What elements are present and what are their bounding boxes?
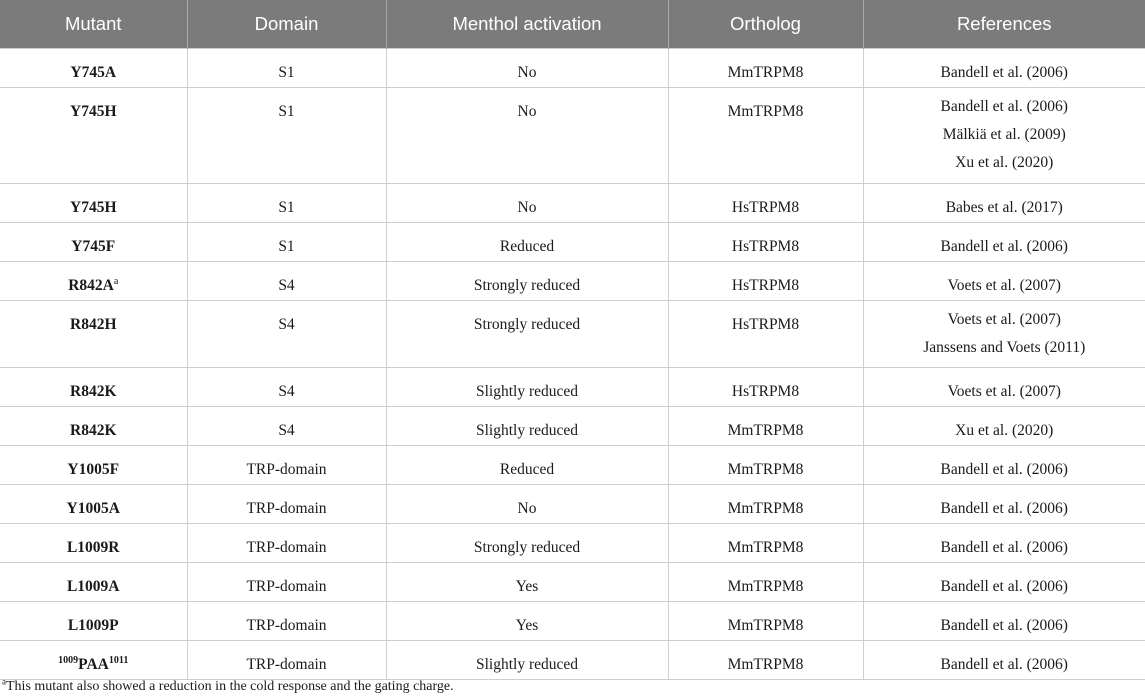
- cell-domain-text: TRP-domain: [246, 578, 327, 595]
- mutant-name: L1009R: [66, 539, 120, 556]
- cell-mutant: [0, 301, 187, 368]
- cell-menthol-activation-text: Yes: [515, 617, 539, 634]
- cell-domain: [187, 641, 386, 680]
- cell-menthol-activation: [386, 223, 668, 262]
- reference-entry: Bandell et al. (2006): [940, 461, 1068, 478]
- cell-references: [863, 88, 1145, 184]
- cell-ortholog-text: MmTRPM8: [727, 500, 804, 517]
- reference-entry: Bandell et al. (2006): [940, 539, 1068, 556]
- cell-ortholog-text: MmTRPM8: [727, 656, 804, 673]
- mutant-name: Y745H: [70, 199, 117, 216]
- cell-ortholog-text: MmTRPM8: [727, 461, 804, 478]
- cell-references: [863, 602, 1145, 641]
- cell-ortholog: [668, 602, 863, 641]
- table-body: [0, 49, 1145, 680]
- cell-menthol-activation-text: No: [517, 500, 537, 517]
- cell-menthol-activation: [386, 563, 668, 602]
- cell-mutant: [0, 524, 187, 563]
- cell-ortholog: [668, 641, 863, 680]
- reference-entry: Voets et al. (2007): [947, 277, 1061, 294]
- reference-entry: Xu et al. (2020): [955, 154, 1054, 171]
- cell-domain-text: S4: [278, 383, 295, 400]
- cell-references: [863, 49, 1145, 88]
- cell-menthol-activation-text: Yes: [515, 578, 539, 595]
- cell-ortholog: [668, 407, 863, 446]
- cell-menthol-activation: [386, 407, 668, 446]
- cell-menthol-activation-text: Strongly reduced: [473, 316, 581, 333]
- cell-mutant: [0, 88, 187, 184]
- footnote-text: This mutant also showed a reduction in the cold response and the gating charge.: [6, 679, 454, 694]
- mutant-name: R842H: [70, 316, 117, 333]
- cell-ortholog: [668, 88, 863, 184]
- table-row: [0, 563, 1145, 602]
- cell-references: [863, 524, 1145, 563]
- table-footnote: [2, 676, 454, 695]
- cell-ortholog: [668, 368, 863, 407]
- cell-references: [863, 407, 1145, 446]
- cell-domain: [187, 49, 386, 88]
- table-row: [0, 88, 1145, 184]
- cell-domain: [187, 563, 386, 602]
- mutant-superscript: 1011: [108, 654, 129, 666]
- cell-ortholog: [668, 485, 863, 524]
- cell-menthol-activation: [386, 602, 668, 641]
- cell-ortholog-text: HsTRPM8: [731, 316, 800, 333]
- reference-entry: Bandell et al. (2006): [940, 578, 1068, 595]
- cell-mutant: [0, 485, 187, 524]
- header-domain: Domain: [187, 0, 386, 49]
- cell-domain-text: S4: [278, 422, 295, 439]
- cell-ortholog-text: MmTRPM8: [727, 422, 804, 439]
- cell-ortholog-text: HsTRPM8: [731, 277, 800, 294]
- cell-mutant: [0, 641, 187, 680]
- cell-references: [863, 485, 1145, 524]
- cell-domain: [187, 223, 386, 262]
- cell-menthol-activation-text: Reduced: [499, 461, 555, 478]
- cell-ortholog: [668, 446, 863, 485]
- cell-menthol-activation-text: Slightly reduced: [475, 422, 579, 439]
- cell-mutant: [0, 602, 187, 641]
- cell-menthol-activation: [386, 301, 668, 368]
- cell-menthol-activation: [386, 49, 668, 88]
- cell-menthol-activation: [386, 88, 668, 184]
- mutant-name: Y745A: [70, 64, 117, 81]
- reference-entry: Voets et al. (2007): [947, 383, 1061, 400]
- table-row: [0, 368, 1145, 407]
- cell-mutant: [0, 446, 187, 485]
- mutant-name: R842A: [68, 277, 114, 294]
- reference-entry: Bandell et al. (2006): [940, 617, 1068, 634]
- cell-ortholog: [668, 184, 863, 223]
- mutant-prefix: 1009: [58, 654, 79, 666]
- reference-entry: Bandell et al. (2006): [940, 98, 1068, 115]
- cell-ortholog-text: MmTRPM8: [727, 103, 804, 120]
- cell-ortholog: [668, 262, 863, 301]
- cell-mutant: [0, 563, 187, 602]
- cell-domain: [187, 184, 386, 223]
- reference-entry: Bandell et al. (2006): [940, 656, 1068, 673]
- cell-mutant: [0, 184, 187, 223]
- cell-mutant: [0, 407, 187, 446]
- cell-mutant: [0, 368, 187, 407]
- table-row: [0, 301, 1145, 368]
- mutant-name: R842K: [70, 422, 117, 439]
- mutant-name: Y1005F: [67, 461, 120, 478]
- cell-domain: [187, 485, 386, 524]
- cell-mutant: [0, 223, 187, 262]
- cell-ortholog-text: MmTRPM8: [727, 64, 804, 81]
- cell-references: [863, 368, 1145, 407]
- cell-domain-text: TRP-domain: [246, 461, 327, 478]
- header-mutant: Mutant: [0, 0, 187, 49]
- table-row: [0, 641, 1145, 680]
- footnote-marker: a: [2, 676, 6, 687]
- reference-entry: Bandell et al. (2006): [940, 500, 1068, 517]
- cell-references: [863, 563, 1145, 602]
- cell-domain: [187, 262, 386, 301]
- cell-mutant: [0, 262, 187, 301]
- cell-references: [863, 641, 1145, 680]
- cell-domain-text: S1: [278, 199, 295, 216]
- mutant-name: Y745F: [71, 238, 116, 255]
- mutant-superscript: a: [113, 275, 119, 287]
- cell-references: [863, 301, 1145, 368]
- cell-references: [863, 184, 1145, 223]
- reference-entry: Babes et al. (2017): [945, 199, 1063, 216]
- cell-ortholog-text: HsTRPM8: [731, 383, 800, 400]
- cell-ortholog-text: MmTRPM8: [727, 617, 804, 634]
- mutant-name: L1009P: [67, 617, 119, 634]
- cell-domain: [187, 407, 386, 446]
- cell-domain: [187, 88, 386, 184]
- reference-entry: Mälkiä et al. (2009): [942, 126, 1066, 143]
- cell-menthol-activation-text: Strongly reduced: [473, 539, 581, 556]
- table-header: [0, 0, 1145, 49]
- cell-ortholog: [668, 524, 863, 563]
- mutant-name: L1009A: [66, 578, 120, 595]
- table-row: [0, 485, 1145, 524]
- table-row: [0, 446, 1145, 485]
- table-row: [0, 49, 1145, 88]
- cell-domain: [187, 301, 386, 368]
- header-references: References: [863, 0, 1145, 49]
- cell-references: [863, 262, 1145, 301]
- cell-domain: [187, 368, 386, 407]
- cell-menthol-activation-text: Strongly reduced: [473, 277, 581, 294]
- cell-ortholog-text: HsTRPM8: [731, 238, 800, 255]
- cell-menthol-activation-text: No: [517, 103, 537, 120]
- cell-domain-text: S4: [278, 316, 295, 333]
- mutant-name: Y1005A: [66, 500, 120, 517]
- cell-menthol-activation-text: No: [517, 64, 537, 81]
- cell-domain-text: TRP-domain: [246, 500, 327, 517]
- cell-menthol-activation: [386, 368, 668, 407]
- cell-domain: [187, 446, 386, 485]
- reference-entry: Bandell et al. (2006): [940, 64, 1068, 81]
- cell-references: [863, 223, 1145, 262]
- reference-entry: Janssens and Voets (2011): [923, 339, 1086, 356]
- cell-menthol-activation-text: Slightly reduced: [475, 383, 579, 400]
- table-row: [0, 602, 1145, 641]
- cell-references: [863, 446, 1145, 485]
- mutant-name: Y745H: [70, 103, 117, 120]
- cell-menthol-activation: [386, 641, 668, 680]
- cell-domain-text: S1: [278, 238, 295, 255]
- cell-menthol-activation: [386, 262, 668, 301]
- cell-domain-text: S4: [278, 277, 295, 294]
- cell-ortholog: [668, 301, 863, 368]
- cell-domain-text: TRP-domain: [246, 656, 327, 673]
- cell-menthol-activation: [386, 446, 668, 485]
- header-ortholog: Ortholog: [668, 0, 863, 49]
- cell-menthol-activation: [386, 524, 668, 563]
- header-menthol-activation: Menthol activation: [386, 0, 668, 49]
- cell-mutant: [0, 49, 187, 88]
- mutant-name: PAA: [78, 656, 109, 673]
- cell-domain-text: TRP-domain: [246, 617, 327, 634]
- table-row: [0, 184, 1145, 223]
- cell-menthol-activation-text: No: [517, 199, 537, 216]
- cell-ortholog-text: MmTRPM8: [727, 539, 804, 556]
- table-row: [0, 524, 1145, 563]
- reference-entry: Bandell et al. (2006): [940, 238, 1068, 255]
- mutant-name: R842K: [70, 383, 117, 400]
- cell-menthol-activation: [386, 184, 668, 223]
- cell-menthol-activation: [386, 485, 668, 524]
- header-row: [0, 0, 1145, 49]
- table-row: [0, 407, 1145, 446]
- reference-entry: Xu et al. (2020): [955, 422, 1054, 439]
- cell-menthol-activation-text: Reduced: [499, 238, 555, 255]
- cell-menthol-activation-text: Slightly reduced: [475, 656, 579, 673]
- cell-ortholog-text: MmTRPM8: [727, 578, 804, 595]
- cell-domain-text: S1: [278, 103, 295, 120]
- cell-domain-text: TRP-domain: [246, 539, 327, 556]
- cell-domain: [187, 524, 386, 563]
- table-row: [0, 262, 1145, 301]
- cell-domain: [187, 602, 386, 641]
- cell-ortholog: [668, 563, 863, 602]
- cell-ortholog: [668, 223, 863, 262]
- cell-ortholog-text: HsTRPM8: [731, 199, 800, 216]
- reference-entry: Voets et al. (2007): [947, 311, 1061, 328]
- cell-ortholog: [668, 49, 863, 88]
- cell-domain-text: S1: [278, 64, 295, 81]
- table-row: [0, 223, 1145, 262]
